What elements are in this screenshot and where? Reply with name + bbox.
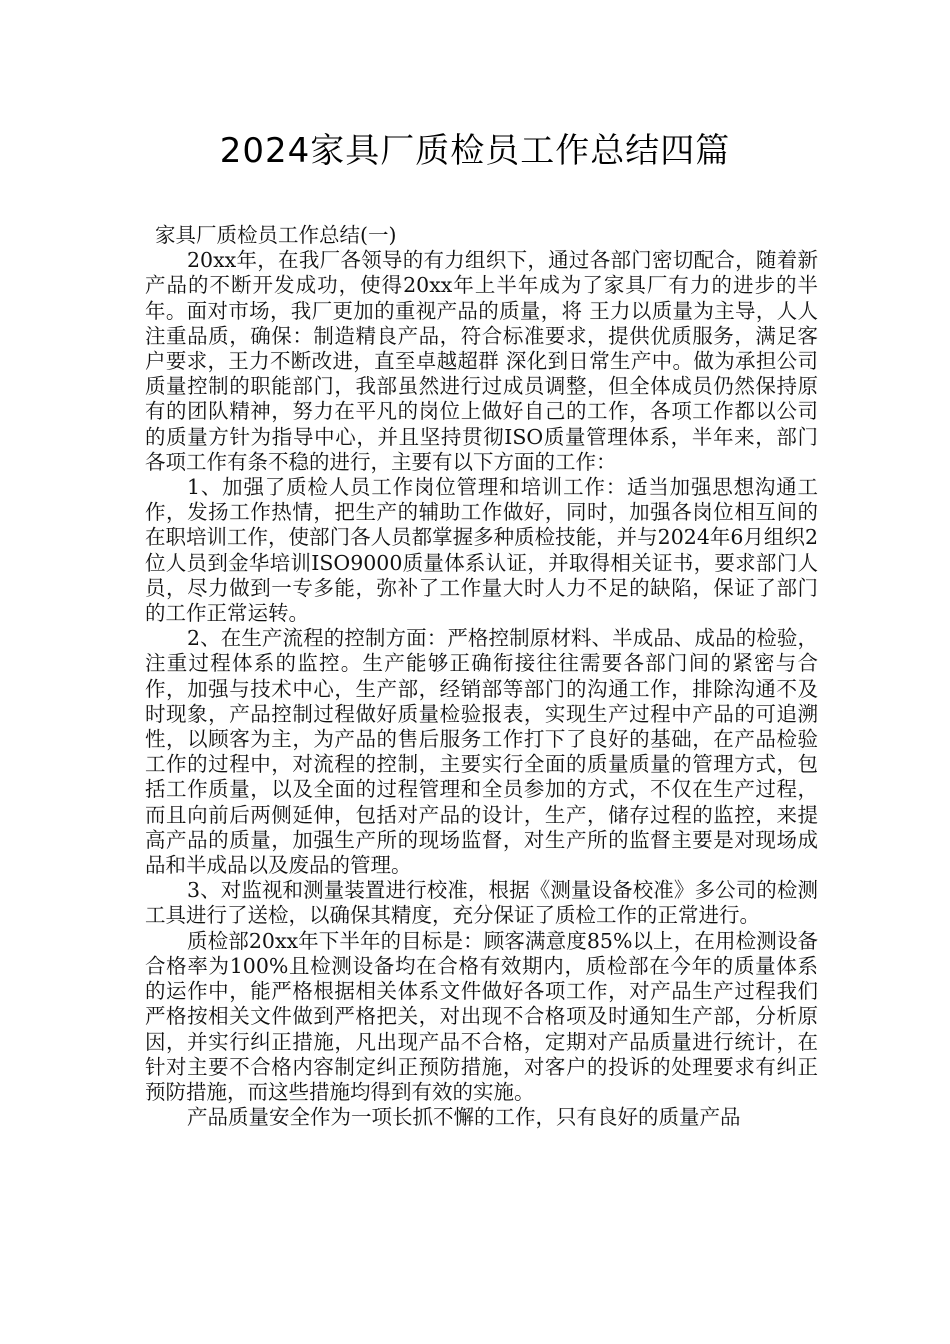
document-body xyxy=(145,223,818,1130)
paragraph-goals: 质检部20xx年下半年的目标是：顾客满意度85%以上，在用检测设备合格率为100%且检测设备均在合格有效期内，质检部在今年的质量体系的运作中，能严格根据相关体系文件做好各项工作，对产品生产过程我们严格按相关文件做到严格把关，对出现不合格项及时通知生产部，分析原因，并实行纠正措施，凡出现产品不合格，定期对产品质量进行统计，在针对主要不合格内容制定纠正预防措施，对客户的投诉的处理要求有纠正预防措施，而这些措施均得到有效的实施。 xyxy=(145,928,818,1104)
paragraph-item-3: 3、对监视和测量装置进行校准，根据《测量设备校准》多公司的检测工具进行了送检，以确保其精度，充分保证了质检工作的正常进行。 xyxy=(145,878,818,928)
section-heading: 家具厂质检员工作总结(一) xyxy=(155,223,397,247)
paragraph-quality-safety: 产品质量安全作为一项长抓不懈的工作，只有良好的质量产品 xyxy=(187,1105,741,1130)
paragraph-intro: 20xx年，在我厂各领导的有力组织下，通过各部门密切配合，随着新产品的不断开发成功，使得20xx年上半年成为了家具厂有力的进步的半年。面对市场，我厂更加的重视产品的质量，将 王力以质量为主导，人人注重品质，确保：制造精良产品，符合标准要求，提供优质服务，满足客户要求，王力不断改进，直至卓越超群 深化到日常生产中。做为承担公司质量控制的职能部门，我部虽然进行过成员调整，但全体成员仍然保持原有的团队精神，努力在平凡的岗位上做好自己的工作，各项工作都以公司的质量方针为指导中心，并且坚持贯彻ISO质量管理体系，半年来，部门各项工作有条不稳的进行，主要有以下方面的工作： xyxy=(145,248,818,474)
paragraph-item-2: 2、在生产流程的控制方面：严格控制原材料、半成品、成品的检验，注重过程体系的监控。生产能够正确衔接往往需要各部门间的紧密与合作，加强与技术中心，生产部，经销部等部门的沟通工作，排除沟通不及时现象，产品控制过程做好质量检验报表，实现生产过程中产品的可追溯性，以顾客为主，为产品的售后服务工作打下了良好的基础，在产品检验工作的过程中，对流程的控制，主要实行全面的质量质量的管理方式，包括工作质量，以及全面的过程管理和全员参加的方式，不仅在生产过程，而且向前后两侧延伸，包括对产品的设计，生产，储存过程的监控，来提高产品的质量，加强生产所的现场监督，对生产所的监督主要是对现场成品和半成品以及废品的管理。 xyxy=(145,626,818,878)
document-title: 2024家具厂质检员工作总结四篇 xyxy=(219,131,731,171)
paragraph-item-1: 1、加强了质检人员工作岗位管理和培训工作：适当加强思想沟通工作，发扬工作热情，把生产的辅助工作做好，同时，加强各岗位相互间的在职培训工作，使部门各人员都掌握多种质检技能，并与2024年6月组织2位人员到金华培训ISO9000质量体系认证，并取得相关证书，要求部门人员，尽力做到一专多能，弥补了工作量大时人力不足的缺陷，保证了部门的工作正常运转。 xyxy=(145,475,818,626)
